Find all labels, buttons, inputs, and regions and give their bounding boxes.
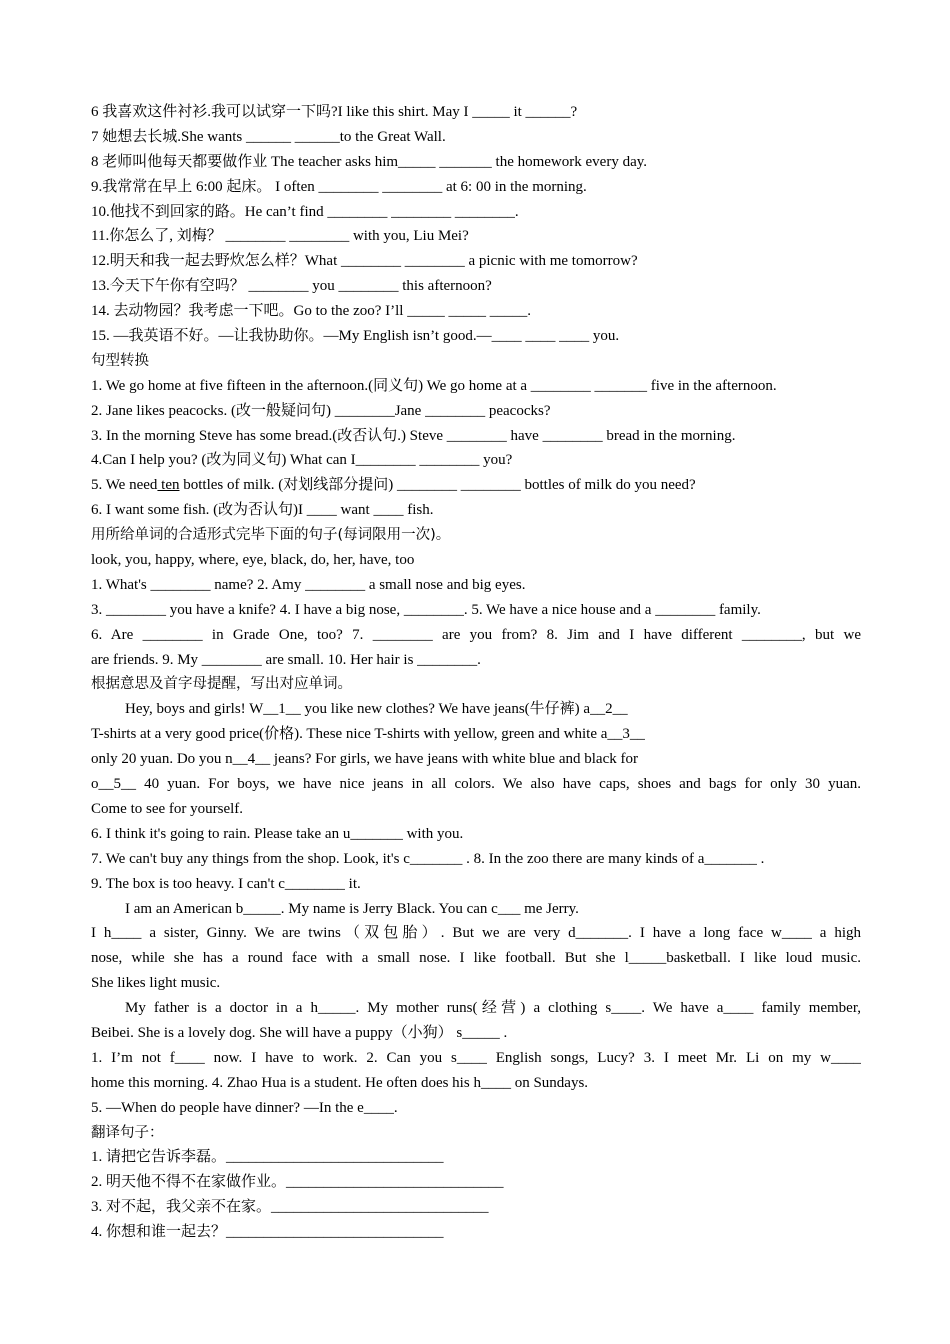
text-line: 9. The box is too heavy. I can't c________ it. bbox=[91, 875, 361, 892]
text-line: 12.明天和我一起去野炊怎么样？What ________ ________ a picnic with me tomorrow? bbox=[91, 253, 638, 270]
text-line: 3. In the morning Steve has some bread.(改否认句.) Steve ________ have ________ bread in the morning. bbox=[91, 427, 736, 444]
text-line: 6. I think it's going to rain. Please take an u_______ with you. bbox=[91, 825, 464, 842]
text-fragment: bottles of milk. (对划线部分提问) ________ ________ bottles of milk do you need? bbox=[179, 477, 696, 494]
text-line: 13.今天下午你有空吗？ ________ you ________ this afternoon? bbox=[91, 278, 492, 295]
word-bank: look, you, happy, where, eye, black, do, her, have, too bbox=[91, 552, 415, 569]
text-line: 3. 对不起，我父亲不在家。_____________________________ bbox=[91, 1199, 489, 1216]
text-line: 15. —我英语不好。—让我协助你。—My English isn’t good.—____ ____ ____ you. bbox=[91, 328, 620, 345]
text-line: 4. 你想和谁一起去？_____________________________ bbox=[91, 1224, 444, 1241]
text-line: o__5__ 40 yuan. For boys, we have nice jeans in all colors. We also have caps, shoes and bags for only 30 yuan. bbox=[91, 776, 861, 793]
text-line: are friends. 9. My ________ are small. 10. Her hair is ________. bbox=[91, 651, 481, 668]
text-line: 1. What's ________ name? 2. Amy ________ a small nose and big eyes. bbox=[91, 576, 526, 593]
text-line: 9.我常常在早上 6:00 起床。 I often ________ ________ at 6: 00 in the morning. bbox=[91, 178, 587, 195]
text-fragment: 5. We need bbox=[91, 477, 158, 494]
text-line: 6 我喜欢这件衬衫.我可以试穿一下吗?I like this shirt. May I _____ it ______? bbox=[91, 104, 578, 120]
section-heading: 句型转换 bbox=[91, 352, 149, 369]
text-line: 14. 去动物园？我考虑一下吧。Go to the zoo? I’ll _____ _____ _____. bbox=[91, 303, 531, 320]
text-line: home this morning. 4. Zhao Hua is a student. He often does his h____ on Sundays. bbox=[91, 1074, 589, 1091]
underlined-word: ten bbox=[157, 477, 180, 494]
worksheet-page bbox=[91, 100, 861, 1245]
text-line: T-shirts at a very good price(价格). These nice T-shirts with yellow, green and white a__3__ bbox=[91, 726, 645, 743]
section-heading: 用所给单词的合适形式完毕下面的句子(每词限用一次)。 bbox=[91, 527, 451, 544]
text-line: Beibei. She is a lovely dog. She will have a puppy（小狗） s_____ . bbox=[91, 1024, 508, 1041]
text-line: 7 她想去长城.She wants ______ ______to the Great Wall. bbox=[91, 128, 446, 145]
section-heading: 翻译句子： bbox=[91, 1124, 164, 1141]
text-line: She likes light music. bbox=[91, 975, 221, 992]
text-line: 5. —When do people have dinner? —In the e____. bbox=[91, 1099, 398, 1116]
text-line: 1. 请把它告诉李磊。_____________________________ bbox=[91, 1149, 444, 1166]
text-line: 7. We can't buy any things from the shop. Look, it's c_______ . 8. In the zoo there are many kinds of a_______ . bbox=[91, 850, 765, 867]
text-line: My father is a doctor in a h_____. My mother runs(经营) a clothing s____. We have a____ family member, bbox=[125, 1000, 861, 1017]
text-line: Hey, boys and girls! W__1__ you like new clothes? We have jeans(牛仔裤) a__2__ bbox=[125, 701, 628, 718]
text-line: 6. I want some fish. (改为否认句)I ____ want ____ fish. bbox=[91, 502, 434, 519]
text-line: 6. Are ________ in Grade One, too? 7. ________ are you from? 8. Jim and I have different ________, but we bbox=[91, 626, 861, 643]
text-line: 3. ________ you have a knife? 4. I have a big nose, ________. 5. We have a nice house and a ________ family. bbox=[91, 601, 761, 618]
text-line: I am an American b_____. My name is Jerry Black. You can c___ me Jerry. bbox=[125, 900, 579, 917]
text-line: 4.Can I help you? (改为同义句) What can I________ ________ you? bbox=[91, 452, 513, 469]
text-line: 1. We go home at five fifteen in the afternoon.(同义句) We go home at a ________ _______ five in the afternoon. bbox=[91, 377, 777, 394]
text-line: 2. Jane likes peacocks. (改一般疑问句) ________Jane ________ peacocks? bbox=[91, 402, 551, 419]
text-line: 11.你怎么了, 刘梅？ ________ ________ with you, Liu Mei? bbox=[91, 228, 469, 245]
text-line: 8 老师叫他每天都要做作业 The teacher asks him_____ _______ the homework every day. bbox=[91, 153, 648, 170]
section-heading: 根据意思及首字母提醒，写出对应单词。 bbox=[91, 676, 352, 693]
text-line: I h____ a sister, Ginny. We are twins（双包胎）. But we are very d_______. I have a long face w____ a high bbox=[91, 925, 861, 942]
text-line: 1. I’m not f____ now. I have to work. 2. Can you s____ English songs, Lucy? 3. I meet Mr. Li on my w____ bbox=[91, 1049, 861, 1066]
text-line: 10.他找不到回家的路。He can’t find ________ ________ ________. bbox=[91, 203, 519, 220]
text-line bbox=[91, 473, 861, 498]
text-line: nose, while she has a round face with a small nose. I like football. But she l_____basketball. I like loud music. bbox=[91, 950, 861, 967]
text-line: Come to see for yourself. bbox=[91, 800, 244, 817]
text-line: 2. 明天他不得不在家做作业。_____________________________ bbox=[91, 1174, 504, 1191]
text-line: only 20 yuan. Do you n__4__ jeans? For girls, we have jeans with white blue and black for bbox=[91, 751, 638, 768]
